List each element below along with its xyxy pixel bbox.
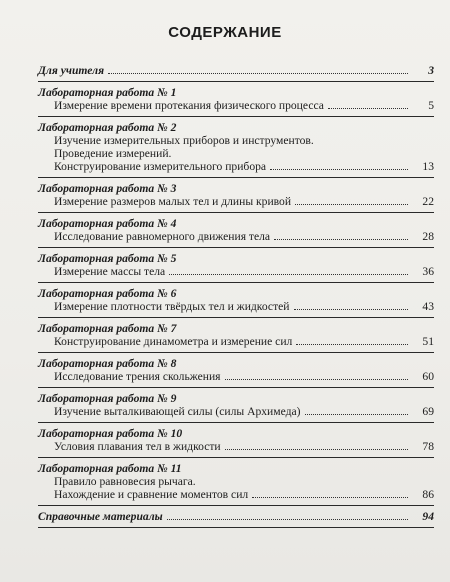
separator-line <box>38 212 434 213</box>
page-number: 22 <box>422 195 434 208</box>
toc-entry-heading <box>38 510 434 523</box>
dot-leader <box>274 239 408 240</box>
toc-item <box>38 265 434 278</box>
toc-item-text: Конструирование измерительного прибора <box>54 160 267 173</box>
toc-entry <box>38 357 434 383</box>
toc-entry-heading <box>38 427 434 440</box>
toc-entry <box>38 252 434 278</box>
toc-item-text: Проведение измерений. <box>54 147 172 160</box>
entry-heading-text: Лабораторная работа № 5 <box>38 252 177 265</box>
separator-line <box>38 387 434 388</box>
toc-entry-heading <box>38 252 434 265</box>
separator-line <box>38 422 434 423</box>
separator-line <box>38 177 434 178</box>
toc-entry-heading <box>38 121 434 134</box>
entry-heading-text: Лабораторная работа № 4 <box>38 217 177 230</box>
dot-leader <box>295 204 408 205</box>
toc-entry <box>38 510 434 523</box>
toc-item <box>38 147 434 160</box>
table-of-contents <box>38 64 434 532</box>
toc-entry-heading <box>38 182 434 195</box>
entry-heading-text: Для учителя <box>38 64 105 77</box>
separator-line <box>38 81 434 82</box>
toc-item-text: Правило равновесия рычага. <box>54 475 196 488</box>
toc-entry <box>38 427 434 453</box>
toc-entry <box>38 64 434 77</box>
entry-heading-text: Лабораторная работа № 7 <box>38 322 177 335</box>
toc-entry-heading <box>38 287 434 300</box>
toc-entry <box>38 462 434 501</box>
toc-item <box>38 160 434 173</box>
toc-entry-heading <box>38 217 434 230</box>
toc-item <box>38 488 434 501</box>
toc-entry <box>38 322 434 348</box>
toc-entry <box>38 287 434 313</box>
separator-line <box>38 457 434 458</box>
entry-heading-text: Лабораторная работа № 6 <box>38 287 177 300</box>
separator-line <box>38 317 434 318</box>
separator-line <box>38 282 434 283</box>
page-number: 86 <box>422 488 434 501</box>
entry-heading-text: Лабораторная работа № 3 <box>38 182 177 195</box>
toc-item <box>38 300 434 313</box>
entry-heading-text: Лабораторная работа № 8 <box>38 357 177 370</box>
page-number: 3 <box>428 64 434 77</box>
toc-entry <box>38 182 434 208</box>
toc-entry-heading <box>38 86 434 99</box>
page-number: 78 <box>422 440 434 453</box>
page-number: 28 <box>422 230 434 243</box>
page-title: СОДЕРЖАНИЕ <box>168 24 282 41</box>
dot-leader <box>252 497 408 498</box>
toc-entry-heading <box>38 64 434 77</box>
entry-heading-text: Лабораторная работа № 11 <box>38 462 182 475</box>
toc-item <box>38 230 434 243</box>
dot-leader <box>296 344 408 345</box>
dot-leader <box>167 519 408 520</box>
toc-item-text: Измерение времени протекания физического процесса <box>54 99 324 112</box>
dot-leader <box>108 73 408 74</box>
toc-item <box>38 335 434 348</box>
separator-line <box>38 527 434 528</box>
dot-leader <box>328 108 408 109</box>
separator-line <box>38 352 434 353</box>
toc-item <box>38 195 434 208</box>
entry-heading-text: Лабораторная работа № 10 <box>38 427 183 440</box>
toc-item <box>38 370 434 383</box>
toc-item-text: Нахождение и сравнение моментов сил <box>54 488 249 501</box>
toc-entry <box>38 121 434 173</box>
toc-item <box>38 475 434 488</box>
page-number: 51 <box>422 335 434 348</box>
page-number: 5 <box>428 99 434 112</box>
toc-entry-heading <box>38 462 434 475</box>
toc-item-text: Условия плавания тел в жидкости <box>54 440 221 453</box>
toc-item <box>38 134 434 147</box>
toc-item-text: Изучение выталкивающей силы (силы Архимеда) <box>54 405 301 418</box>
page-number: 94 <box>422 510 434 523</box>
toc-entry <box>38 392 434 418</box>
dot-leader <box>305 414 409 415</box>
toc-item-text: Исследование трения скольжения <box>54 370 221 383</box>
dot-leader <box>294 309 409 310</box>
page-number: 36 <box>422 265 434 278</box>
separator-line <box>38 247 434 248</box>
toc-item-text: Изучение измерительных приборов и инструментов. <box>54 134 314 147</box>
toc-item-text: Измерение плотности твёрдых тел и жидкостей <box>54 300 290 313</box>
page-number: 13 <box>422 160 434 173</box>
entry-heading-text: Лабораторная работа № 9 <box>38 392 177 405</box>
toc-item-text: Конструирование динамометра и измерение сил <box>54 335 293 348</box>
toc-item <box>38 405 434 418</box>
toc-entry <box>38 217 434 243</box>
separator-line <box>38 505 434 506</box>
toc-entry-heading <box>38 322 434 335</box>
entry-heading-text: Справочные материалы <box>38 510 163 523</box>
toc-entry <box>38 86 434 112</box>
toc-entry-heading <box>38 357 434 370</box>
entry-heading-text: Лабораторная работа № 2 <box>38 121 177 134</box>
page-number: 69 <box>422 405 434 418</box>
dot-leader <box>225 379 408 380</box>
toc-item-text: Измерение размеров малых тел и длины кривой <box>54 195 292 208</box>
toc-entry-heading <box>38 392 434 405</box>
page-number: 60 <box>422 370 434 383</box>
separator-line <box>38 116 434 117</box>
toc-item <box>38 440 434 453</box>
toc-item-text: Исследование равномерного движения тела <box>54 230 271 243</box>
toc-item-text: Измерение массы тела <box>54 265 166 278</box>
dot-leader <box>225 449 408 450</box>
dot-leader <box>270 169 408 170</box>
dot-leader <box>169 274 408 275</box>
page-number: 43 <box>422 300 434 313</box>
toc-item <box>38 99 434 112</box>
entry-heading-text: Лабораторная работа № 1 <box>38 86 177 99</box>
